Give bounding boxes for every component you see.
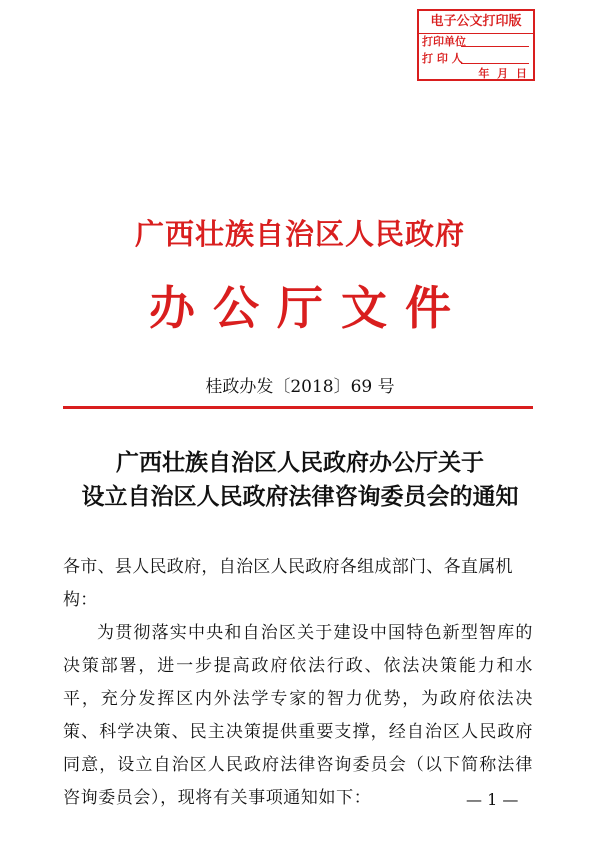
print-version-stamp bbox=[417, 9, 535, 81]
salutation: 各市、县人民政府，自治区人民政府各组成部门、各直属机构： bbox=[63, 557, 513, 610]
issuing-organization: 广西壮族自治区人民政府 bbox=[134, 217, 465, 251]
document-title-line2: 设立自治区人民政府法律咨询委员会的通知 bbox=[81, 483, 519, 510]
document-title-line1: 广西壮族自治区人民政府办公厅关于 bbox=[116, 449, 484, 476]
stamp-title: 电子公文打印版 bbox=[419, 11, 533, 34]
stamp-date-label: 年 月 日 bbox=[478, 67, 529, 80]
page-number: — 1 — bbox=[466, 790, 519, 809]
stamp-printer-label: 打 印 人 bbox=[419, 50, 533, 67]
document-type-heading: 办公厅文件 bbox=[149, 281, 469, 335]
stamp-print-unit-label: 打印单位 bbox=[419, 33, 533, 50]
document-body bbox=[63, 551, 533, 815]
document-title bbox=[0, 446, 600, 514]
red-separator-line bbox=[63, 406, 533, 409]
document-number: 桂政办发〔2018〕69 号 bbox=[205, 377, 395, 397]
body-paragraph: 为贯彻落实中央和自治区关于建设中国特色新型智库的决策部署，进一步提高政府依法行政、依法决策能力和水平，充分发挥区内外法学专家的智力优势，为政府依法决策、科学决策、民主决策提供重要支撑，经自治区人民政府同意，设立自治区人民政府法律咨询委员会（以下简称法律咨询委员会），现将有关事项通知如下： bbox=[63, 623, 533, 808]
